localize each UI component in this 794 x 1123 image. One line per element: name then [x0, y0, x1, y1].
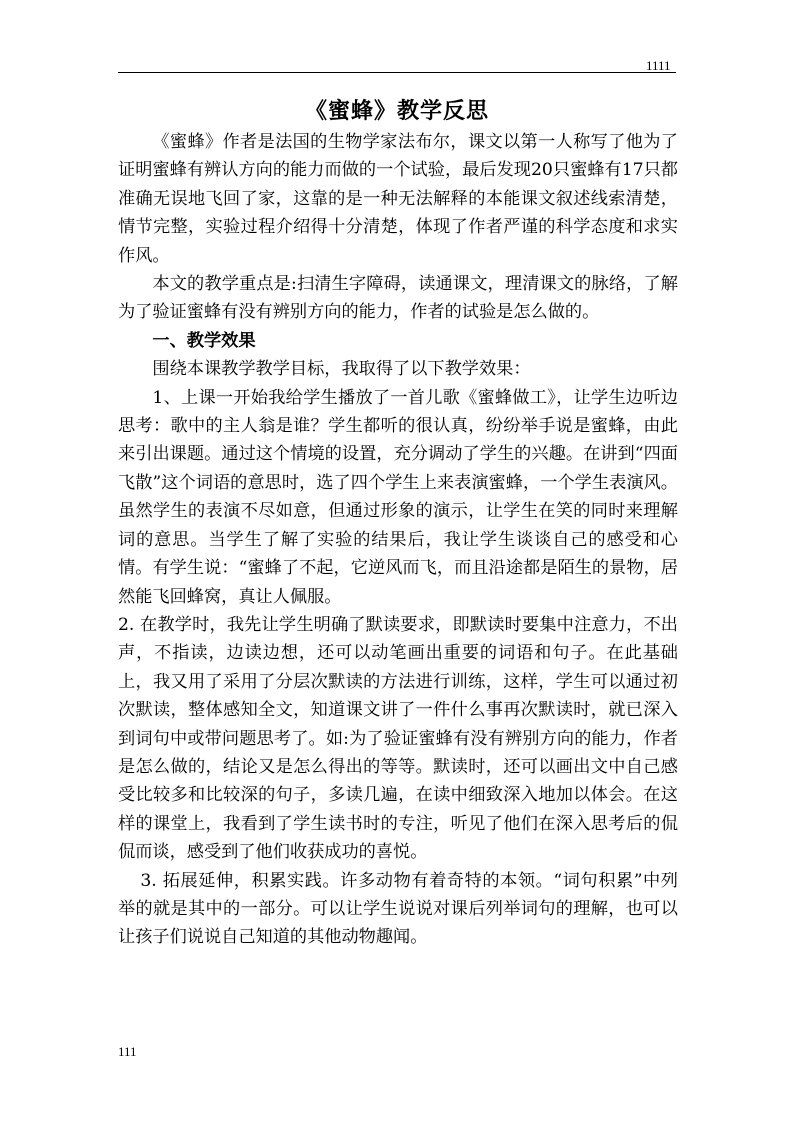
footer-page-number: 111 — [118, 1044, 137, 1059]
document-body — [118, 128, 678, 952]
paragraph-summary: 《蜜蜂》作者是法国的生物学家法布尔，课文以第一人称写了他为了证明蜜蜂有辨认方向的能力而做的一个试验，最后发现20只蜜蜂有17只都准确无误地飞回了家，这靠的是一种无法解释的本能课文叙述线索清楚，情节完整，实验过程介绍得十分清楚，体现了作者严谨的科学态度和求实作风。 — [118, 132, 678, 266]
paragraph-point-1: 1、上课一开始我给学生播放了一首儿歌《蜜蜂做工》，让学生边听边思考：歌中的主人翁是谁？学生都听的很认真，纷纷举手说是蜜蜂，由此来引出课题。通过这个情境的设置，充分调动了学生的兴趣。在讲到“四面飞散”这个词语的意思时，选了四个学生上来表演蜜蜂，一个学生表演风。虽然学生的表演不尽如意，但通过形象的演示，让学生在笑的同时来理解词的意思。当学生了解了实验的结果后，我让学生谈谈自己的感受和心情。有学生说：“蜜蜂了不起，它逆风而飞，而且沿途都是陌生的景物，居然能飞回蜂窝，真让人佩服。 — [118, 387, 678, 607]
paragraph-point-3: 3. 拓展延伸，积累实践。许多动物有着奇特的本领。“词句积累”中列举的就是其中的一部分。可以让学生说说对课后列举词句的理解，也可以让孩子们说说自己知道的其他动物趣闻。 — [118, 870, 678, 948]
header-page-number: 1111 — [646, 58, 671, 73]
paragraph-point-2: 2. 在教学时，我先让学生明确了默读要求，即默读时要集中注意力，不出声，不指读，边读边想，还可以动笔画出重要的词语和句子。在此基础上，我又用了采用了分层次默读的方法进行训练，这样，学生可以通过初次默读，整体感知全文，知道课文讲了一件什么事再次默读时，就已深入到词句中或带问题思考了。如:为了验证蜜蜂有没有辨别方向的能力，作者是怎么做的，结论又是怎么得出的等等。默读时，还可以画出文中自己感受比较多和比较深的句子，多读几遍，在读中细致深入地加以体会。在这样的课堂上，我看到了学生读书时的专注，听见了他们在深入思考后的侃侃而谈，感受到了他们收获成功的喜悦。 — [118, 614, 678, 863]
document-title: 《蜜蜂》教学反思 — [304, 98, 489, 124]
paragraph-intro: 围绕本课教学教学目标，我取得了以下教学效果： — [152, 359, 531, 380]
section-heading: 一、教学效果 — [152, 330, 256, 351]
header-rule — [118, 72, 676, 73]
paragraph-key-points: 本文的教学重点是:扫清生字障碍，读通课文，理清课文的脉络，了解为了验证蜜蜂有没有辨别方向的能力，作者的试验是怎么做的。 — [118, 274, 678, 323]
